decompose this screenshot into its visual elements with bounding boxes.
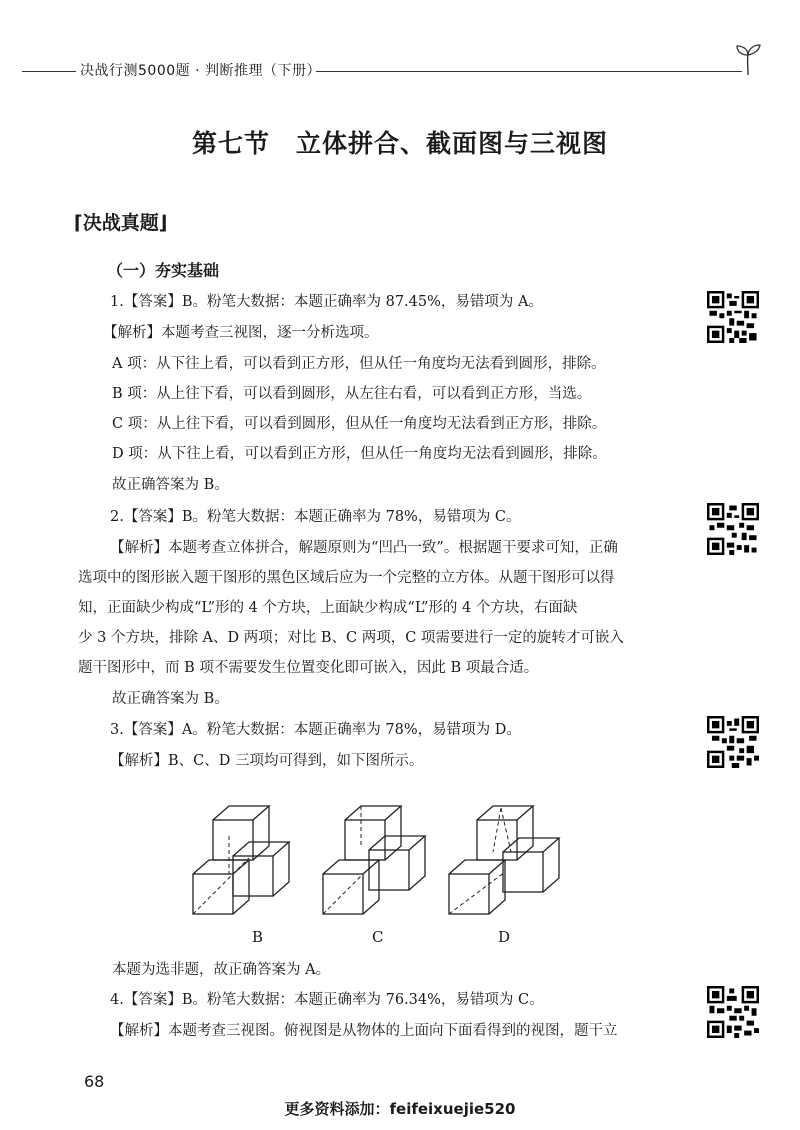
page-number: 68	[84, 1072, 105, 1091]
q2-conclusion: 故正确答案为 B。	[112, 691, 229, 707]
sub-header: ⌈决战真题⌋	[74, 212, 168, 234]
sprout-icon	[734, 42, 764, 76]
header-rule-left	[22, 71, 76, 72]
q1-answer: 1.【答案】B。粉笔大数据：本题正确率为 87.45%，易错项为 A。	[110, 294, 543, 310]
figure-b	[193, 806, 289, 914]
q3-answer: 3.【答案】A。粉笔大数据：本题正确率为 78%，易错项为 D。	[110, 722, 521, 738]
q2-analysis: 选项中的图形嵌入题干图形的黑色区域后应为一个完整的立方体。从题干图形可以得	[78, 570, 615, 586]
q1-option-c: C 项：从上往下看，可以看到圆形，但从任一角度均无法看到正方形，排除。	[112, 416, 607, 432]
q2-analysis: 【解析】本题考查立体拼合，解题原则为“凹凸一致”。根据题干要求可知，正确	[110, 540, 618, 556]
q2-analysis: 题干图形中，而 B 项不需要发生位置变化即可嵌入，因此 B 项最合适。	[78, 660, 539, 676]
q4-answer: 4.【答案】B。粉笔大数据：本题正确率为 76.34%，易错项为 C。	[110, 992, 544, 1008]
q1-option-d: D 项：从下往上看，可以看到正方形，但从任一角度均无法看到圆形，排除。	[112, 446, 607, 462]
qr-code-icon[interactable]	[707, 503, 759, 555]
q1-option-a: A 项：从下往上看，可以看到正方形，但从任一角度均无法看到圆形，排除。	[112, 356, 606, 372]
q4-analysis: 【解析】本题考查三视图。俯视图是从物体的上面向下面看得到的视图，题干立	[110, 1023, 618, 1039]
qr-code-icon[interactable]	[707, 291, 759, 343]
figure-c	[323, 806, 425, 914]
qr-code-icon[interactable]	[707, 986, 759, 1038]
figure-label: C	[372, 928, 384, 946]
footer-watermark: 更多资料添加：feifeixuejie520	[284, 1100, 516, 1118]
part-heading: （一）夯实基础	[107, 261, 220, 280]
q3-analysis: 【解析】B、C、D 三项均可得到，如下图所示。	[110, 753, 424, 769]
running-header: 决战行测5000题 · 判断推理（下册）	[80, 63, 321, 79]
q1-conclusion: 故正确答案为 B。	[112, 477, 229, 493]
section-title: 第七节 立体拼合、截面图与三视图	[191, 129, 608, 158]
bracket-open-icon: ⌈	[74, 212, 83, 234]
q1-analysis: 【解析】本题考查三视图，逐一分析选项。	[103, 325, 379, 341]
q2-analysis: 少 3 个方块，排除 A、D 两项；对比 B、C 两项，C 项需要进行一定的旋转才可嵌入	[78, 630, 624, 646]
q2-analysis: 知，正面缺少构成“L”形的 4 个方块，上面缺少构成“L”形的 4 个方块，右面缺	[78, 600, 578, 616]
figure-label: B	[252, 928, 264, 946]
q1-option-b: B 项：从上往下看，可以看到圆形，从左往右看，可以看到正方形，当选。	[112, 386, 592, 402]
q3-conclusion: 本题为选非题，故正确答案为 A。	[112, 962, 331, 978]
cube-figure	[185, 786, 605, 921]
qr-code-icon[interactable]	[707, 716, 759, 768]
q2-answer: 2.【答案】B。粉笔大数据：本题正确率为 78%，易错项为 C。	[110, 509, 521, 525]
figure-label: D	[498, 928, 511, 946]
bracket-close-icon: ⌋	[158, 212, 168, 234]
header-rule-right	[316, 71, 742, 72]
figure-d	[449, 806, 559, 914]
